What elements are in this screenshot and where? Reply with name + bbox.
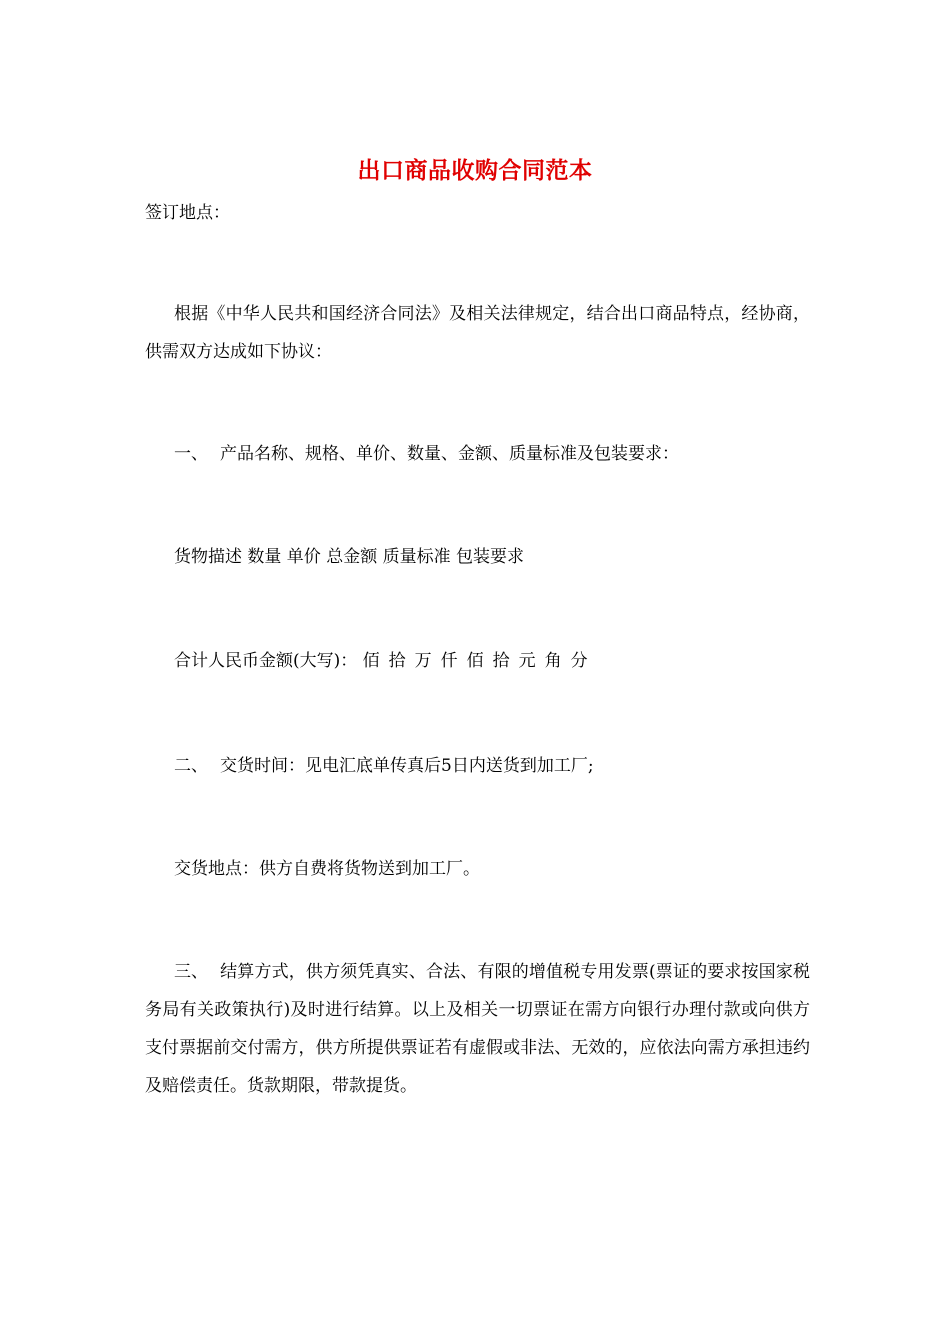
document-title: 出口商品收购合同范本 xyxy=(357,157,593,184)
section-3-text: 结算方式，供方须凭真实、合法、有限的增值税专用发票(票证的要求按国家税务局有关政策执行)及时进行结算。以上及相关一切票证在需方向银行办理付款或向供方支付票据前交付需方，供方所提供票证若有虚假或非法、无效的，应依法向需方承担违约及赔偿责任。货款期限，带款提货。 xyxy=(145,962,810,1096)
amount-unit: 分 xyxy=(570,651,588,671)
sign-place: 签订地点： xyxy=(145,203,230,223)
intro-paragraph: 根据《中华人民共和国经济合同法》及相关法律规定，结合出口商品特点，经协商，供需双方达成如下协议： xyxy=(145,304,810,362)
section-1-number: 一、 xyxy=(174,444,208,464)
amount-units xyxy=(363,651,597,671)
section-1-text: 产品名称、规格、单价、数量、金额、质量标准及包装要求： xyxy=(220,444,679,464)
amount-unit: 万 xyxy=(414,651,432,671)
amount-unit: 佰 xyxy=(362,651,380,671)
amount-unit: 拾 xyxy=(492,651,510,671)
amount-line xyxy=(174,650,597,672)
delivery-place: 交货地点：供方自费将货物送到加工厂。 xyxy=(174,859,480,879)
amount-unit: 仟 xyxy=(440,651,458,671)
section-3-number: 三、 xyxy=(174,962,208,982)
section-2-text: 交货时间：见电汇底单传真后5日内送货到加工厂; xyxy=(220,756,594,776)
amount-unit: 拾 xyxy=(388,651,406,671)
section-3-paragraph xyxy=(145,953,810,1105)
section-2-number: 二、 xyxy=(174,756,208,776)
amount-unit: 角 xyxy=(544,651,562,671)
amount-unit: 佰 xyxy=(466,651,484,671)
amount-unit: 元 xyxy=(518,651,536,671)
amount-label: 合计人民币金额(大写)： xyxy=(174,651,358,671)
goods-table-header: 货物描述 数量 单价 总金额 质量标准 包装要求 xyxy=(174,547,525,567)
section-1-heading xyxy=(174,443,679,465)
section-2-heading xyxy=(174,755,594,777)
